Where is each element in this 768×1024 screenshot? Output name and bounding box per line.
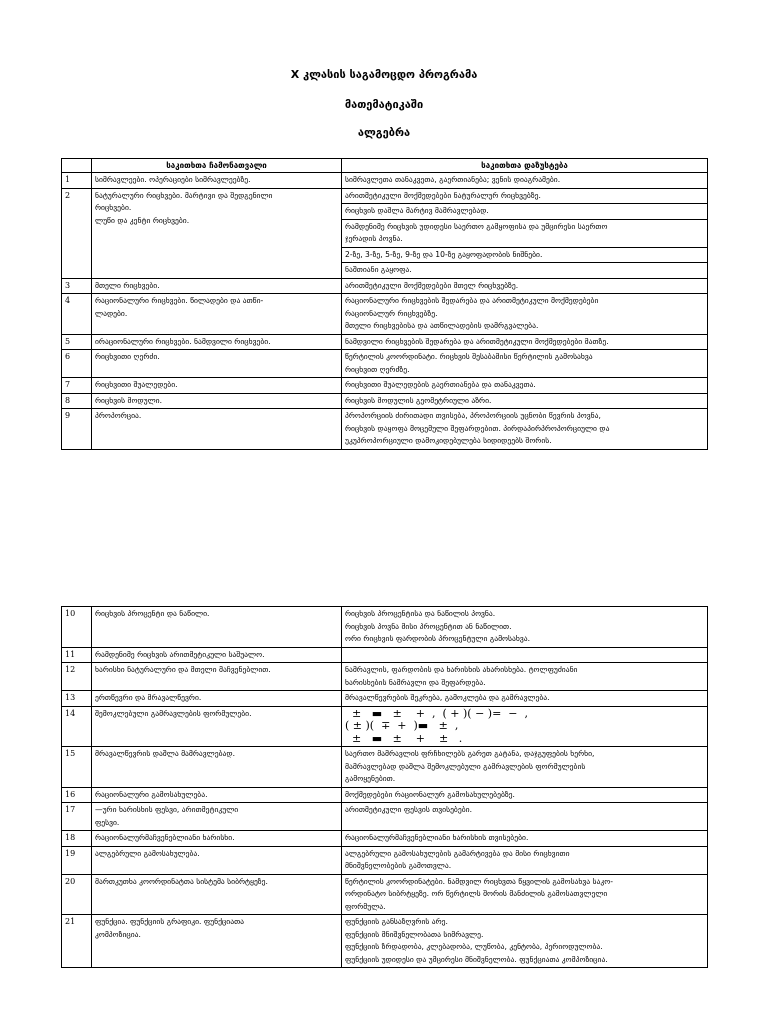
details-text: რიცხვის დაყოფა მოცემული შეფარდებით. პირდაპირპროპორციული და	[345, 423, 610, 433]
table-row	[62, 831, 708, 847]
details-text: წერტილის კოორდინატი. რიცხვის შესაბამისი წერტილის გამოსახვა	[345, 352, 593, 361]
details-text: რიცხვითი შუალედების გაერთიანება და თანაკვეთა.	[345, 380, 536, 389]
topic-text: მრავალწევრის დაშლა მამრავლებად.	[95, 749, 236, 758]
topic-cell	[92, 350, 342, 378]
details-text: არითმეტიკული მოქმედებები მთელ რიცხვებზე.	[345, 280, 519, 290]
page-title: X კლასის საგამოცდო პროგრამა	[290, 68, 478, 81]
topic-text: ფესვი.	[95, 817, 120, 827]
row-number: 15	[62, 747, 92, 788]
topic-text: ხარისხი ნატურალური და მთელი მაჩვენებლით.	[95, 665, 271, 674]
program-table-part2	[61, 606, 708, 968]
header-topics: საკითხთა ჩამონათვალი	[92, 159, 342, 173]
topic-cell	[92, 831, 342, 847]
topic-text: რიცხვითი ღერძი.	[95, 352, 160, 361]
details-text: ორი რიცხვის ფარდობის პროცენტული გამოსახვა.	[345, 634, 530, 643]
topic-text: რიცხვები.	[95, 203, 132, 212]
topic-text: ლუწი და კენტი რიცხვები.	[95, 215, 190, 225]
details-cell	[342, 263, 708, 279]
topic-cell	[92, 846, 342, 874]
details-cell	[342, 278, 708, 294]
details-cell	[342, 874, 708, 915]
formula-line: ( ± )( ∓ + )▬ ± ,	[345, 719, 459, 732]
details-cell	[342, 607, 708, 648]
topic-text: მართკუთხა კოორდინატთა სისტემა სიბრტყეზე.	[95, 876, 268, 886]
details-text: სიმრავლეთა თანაკვეთა, გაერთიანება; ვენის დიაგრამები.	[345, 175, 561, 184]
table-row	[62, 378, 708, 394]
details-text: რიცხვის დაშლა მარტივ მამრავლებად.	[345, 206, 489, 215]
row-number: 13	[62, 691, 92, 707]
table-row	[62, 706, 708, 747]
row-number: 2	[62, 188, 92, 278]
details-text: ალგებრული გამოსახულების გამარტივება და მისი რიცხვითი	[345, 848, 570, 858]
details-text: რიცხვით ღერძზე.	[345, 364, 410, 374]
details-cell	[342, 915, 708, 968]
details-text: წერტილის კოორდინატები. ნამდვილ რიცხვთა წყვილის გამოსახვა საკო-	[345, 876, 613, 886]
row-number: 5	[62, 334, 92, 350]
topic-cell	[92, 173, 342, 189]
header-details: საკითხთა დაზუსტება	[342, 159, 708, 173]
details-cell	[342, 219, 708, 247]
details-text: ნამრავლის, ფარდობის და ხარისხის ახარისხება. ტოლფუძიანი	[345, 665, 578, 674]
details-text: მოქმედებები რაციონალურ გამოსახულებებზე.	[345, 789, 515, 799]
details-text: ფუნქციის განსაზღვრის არე.	[345, 917, 448, 926]
row-number: 12	[62, 663, 92, 691]
details-cell	[342, 831, 708, 847]
topic-text: რიცხვის პროცენტი და ნაწილი.	[95, 609, 210, 618]
details-cell	[342, 647, 708, 663]
topic-text: რაციონალური რიცხვები. წილადები და ათწი-	[95, 296, 264, 305]
topic-text: რიცხვითი შუალედები.	[95, 380, 178, 389]
details-text: ჯერადის პოვნა.	[345, 234, 403, 243]
header-num	[62, 159, 92, 173]
topic-cell	[92, 915, 342, 968]
topic-cell	[92, 278, 342, 294]
topic-text: რაციონალურმაჩვენებლიანი ხარისხი.	[95, 833, 235, 842]
details-cell	[342, 294, 708, 335]
details-text: ფუნქციის ზრდადობა, კლებადობა, ლუწობა, კენტობა, პერიოდულობა.	[345, 942, 603, 951]
details-text	[345, 649, 704, 662]
row-number: 1	[62, 173, 92, 189]
topic-cell	[92, 607, 342, 648]
details-cell	[342, 350, 708, 378]
details-text: საერთო მამრავლის ფრჩხილებს გარეთ გატანა, დაჯგუფების ხერხი,	[345, 749, 595, 758]
details-text: გამოყენებით.	[345, 774, 396, 783]
details-cell	[342, 787, 708, 803]
row-number: 19	[62, 846, 92, 874]
topic-cell	[92, 409, 342, 450]
topic-text: ნატურალური რიცხვები. მარტივი და შედგენილი	[95, 190, 273, 200]
details-text: რამდენიმე რიცხვის უდიდესი საერთო გამყოფისა და უმცირესი საერთო	[345, 221, 608, 231]
details-text: ნამდვილი რიცხვების შედარება და არითმეტიკული მოქმედებები მათზე.	[345, 336, 609, 346]
table-row	[62, 409, 708, 450]
topic-cell	[92, 647, 342, 663]
topic-text: კომპოზიცია.	[95, 929, 141, 939]
topic-text: ფუნქცია. ფუნქციის გრაფიკი. ფუნქციათა	[95, 917, 245, 926]
table-row	[62, 278, 708, 294]
row-number: 7	[62, 378, 92, 394]
topic-cell	[92, 787, 342, 803]
row-number: 16	[62, 787, 92, 803]
details-cell	[342, 706, 708, 747]
table-row	[62, 663, 708, 691]
row-number: 11	[62, 647, 92, 663]
details-text: რაციონალურ რიცხვებზე.	[345, 308, 438, 318]
details-text: ფორმულა.	[345, 901, 386, 911]
details-cell	[342, 173, 708, 189]
details-text: მნიშვნელობების გამოთვლა.	[345, 861, 452, 870]
topic-text: რაციონალური გამოსახულება.	[95, 789, 208, 799]
details-text: არითმეტიკული ფესვის თვისებები.	[345, 805, 472, 814]
details-text: მამრავლებად დაშლა შემოკლებული გამრავლების ფორმულების	[345, 761, 586, 771]
details-cell	[342, 846, 708, 874]
table-row	[62, 173, 708, 189]
details-text: მრავალწევრების შეკრება, გამოკლება და გამრავლება.	[345, 693, 550, 702]
topic-cell	[92, 874, 342, 915]
row-number: 17	[62, 803, 92, 831]
row-number: 8	[62, 393, 92, 409]
formula-line: ± ▬ ± + , ( + )( − )= − ,	[345, 706, 528, 720]
details-text: რაციონალურმაჩვენებლიანი ხარისხის თვისებები.	[345, 833, 529, 842]
table-row	[62, 647, 708, 663]
page-subtitle: მათემატიკაში	[344, 98, 424, 111]
details-text: 2-ზე, 3-ზე, 5-ზე, 9-ზე და 10-ზე გაყოფადობის ნიშნები.	[345, 249, 543, 259]
topic-cell	[92, 691, 342, 707]
topic-cell	[92, 663, 342, 691]
program-table-part1	[61, 158, 708, 450]
details-cell	[342, 188, 708, 204]
details-cell	[342, 247, 708, 263]
row-number: 14	[62, 706, 92, 747]
table-row	[62, 747, 708, 788]
details-text: რიცხვის მოდულის გეომეტრიული აზრი.	[345, 395, 492, 405]
formula-line: ± ▬ ± + ± .	[345, 731, 463, 745]
details-text: ხარისხების ნამრავლი და შეფარდება.	[345, 677, 486, 687]
topic-text: ერთწევრი და მრავალწევრი.	[95, 693, 202, 702]
topic-cell	[92, 188, 342, 278]
table-row	[62, 803, 708, 831]
table-row	[62, 691, 708, 707]
row-number: 3	[62, 278, 92, 294]
topic-text: ალგებრული გამოსახულება.	[95, 848, 200, 858]
details-text: პროპორციის ძირითადი თვისება, პროპორციის უცნობი წევრის პოვნა,	[345, 411, 601, 420]
table-row	[62, 915, 708, 968]
row-number: 18	[62, 831, 92, 847]
details-cell	[342, 803, 708, 831]
topic-text: ირაციონალური რიცხვები. ნამდვილი რიცხვები.	[95, 336, 271, 346]
row-number: 20	[62, 874, 92, 915]
details-cell	[342, 378, 708, 394]
topic-cell	[92, 378, 342, 394]
table-row	[62, 294, 708, 335]
topic-text: ლადები.	[95, 308, 128, 318]
topic-cell	[92, 294, 342, 335]
details-cell	[342, 747, 708, 788]
table-row	[62, 188, 708, 204]
details-cell	[342, 409, 708, 450]
row-number: 10	[62, 607, 92, 648]
row-number: 9	[62, 409, 92, 450]
table-row	[62, 393, 708, 409]
details-text: რიცხვის პოვნა მისი პროცენტით ან ნაწილით.	[345, 621, 512, 631]
details-text: ფუნქციის უდიდესი და უმცირესი მნიშვნელობა. ფუნქციათა კომპოზიცია.	[345, 954, 608, 964]
details-cell	[342, 204, 708, 220]
details-text: რიცხვის პროცენტისა და ნაწილის პოვნა.	[345, 609, 496, 618]
table-row	[62, 334, 708, 350]
section-title: ალგებრა	[357, 126, 411, 139]
topic-text: პროპორცია.	[95, 411, 142, 420]
topic-text: რამდენიმე რიცხვის არითმეტიკული საშუალო.	[95, 649, 265, 659]
topic-text: რიცხვის მოდული.	[95, 395, 163, 405]
details-text: ორდინატო სიბრტყეზე. ორ წერტილს შორის მანძილის გამოსათვლელი	[345, 889, 608, 898]
table-row	[62, 874, 708, 915]
table-row	[62, 846, 708, 874]
row-number: 6	[62, 350, 92, 378]
topic-text: —ური ხარისხის ფესვი, არითმეტიკული	[95, 805, 239, 814]
table-row	[62, 787, 708, 803]
details-text: არითმეტიკული მოქმედებები ნატურალურ რიცხვებზე.	[345, 190, 541, 200]
details-text: უკუპროპორციული დამოკიდებულება სიდიდეებს შორის.	[345, 436, 552, 445]
details-text: მთელი რიცხვებისა და ათწილადების დამრგვალება.	[345, 321, 539, 330]
details-text: ნაშთიანი გაყოფა.	[345, 265, 412, 274]
details-cell	[342, 663, 708, 691]
details-cell	[342, 334, 708, 350]
row-number: 4	[62, 294, 92, 335]
topic-cell	[92, 706, 342, 747]
topic-cell	[92, 803, 342, 831]
row-number: 21	[62, 915, 92, 968]
details-text: რაციონალური რიცხვების შედარება და არითმეტიკული მოქმედებები	[345, 296, 599, 305]
table-row	[62, 607, 708, 648]
topic-text: სიმრავლეები. ოპერაციები სიმრავლეებზე.	[95, 175, 251, 184]
details-text: ფუნქციის მნიშვნელობათა სიმრავლე.	[345, 929, 484, 939]
table-row	[62, 350, 708, 378]
topic-cell	[92, 747, 342, 788]
details-cell	[342, 393, 708, 409]
topic-cell	[92, 334, 342, 350]
topic-text: შემოკლებული გამრავლების ფორმულები.	[95, 708, 252, 718]
details-cell	[342, 691, 708, 707]
table-header-row	[62, 159, 708, 173]
topic-text: მთელი რიცხვები.	[95, 280, 160, 290]
topic-cell	[92, 393, 342, 409]
